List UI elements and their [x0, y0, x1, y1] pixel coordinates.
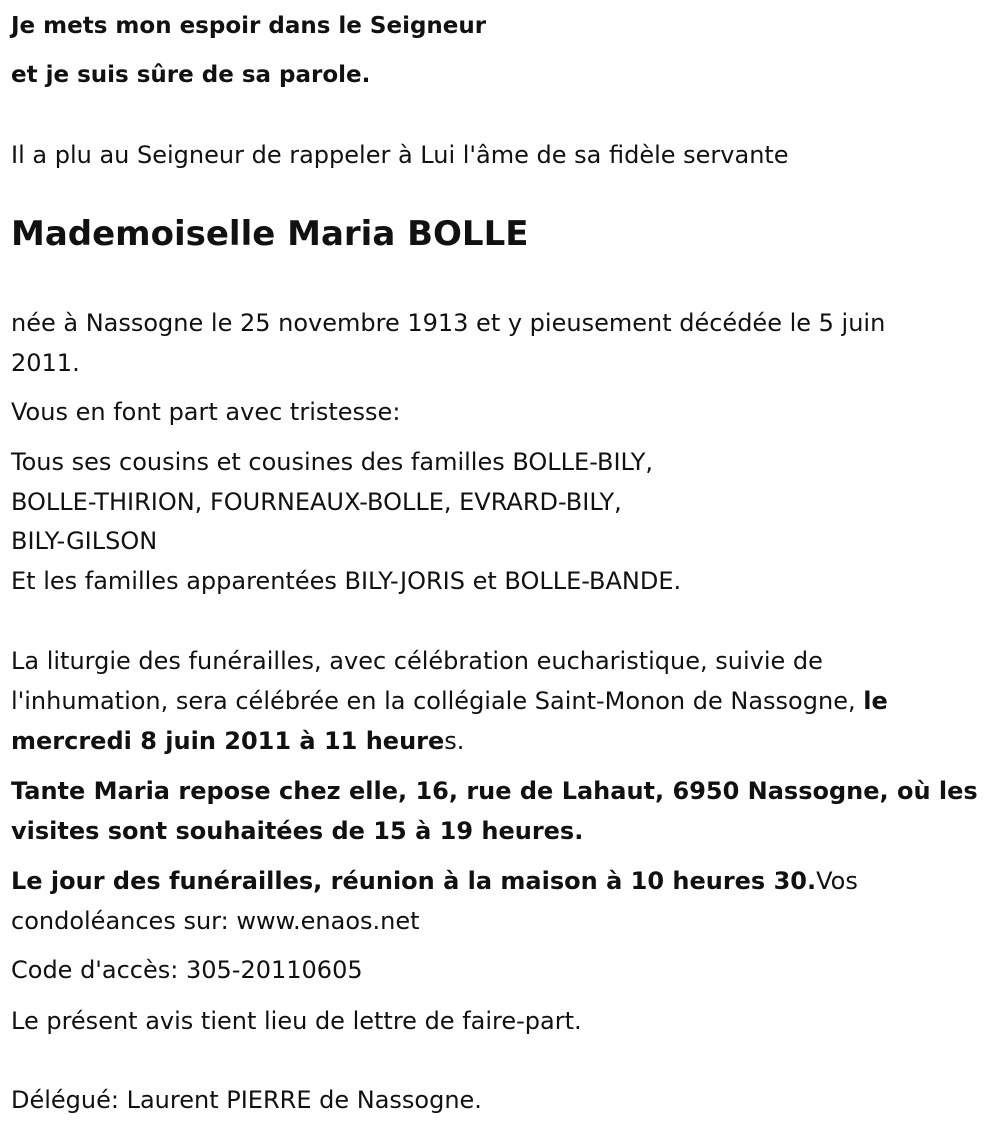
condolences-line: condoléances sur: www.enaos.net — [11, 907, 420, 935]
epigraph-line-2: et je suis sûre de sa parole. — [11, 62, 371, 88]
liturgy-date-bold: mercredi 8 juin 2011 à 11 heure — [11, 727, 445, 755]
announcers-intro: Vous en font part avec tristesse: — [11, 398, 401, 426]
liturgy-line-3-regular: s. — [444, 727, 465, 755]
visits-line-1: Tante Maria repose chez elle, 16, rue de Lahaut, 6950 Nassogne, où les — [11, 777, 978, 805]
liturgy-line-1: La liturgie des funérailles, avec célébration eucharistique, suivie de — [11, 647, 823, 675]
meeting-regular: Vos — [816, 867, 858, 895]
liturgy-line-2-regular: l'inhumation, sera célébrée en la collégiale Saint-Monon de Nassogne, — [11, 687, 864, 715]
families-line-4: Et les familles apparentées BILY-JORIS et BOLLE-BANDE. — [11, 567, 682, 595]
birth-line-1: née à Nassogne le 25 novembre 1913 et y pieusement décédée le 5 juin — [11, 309, 886, 337]
liturgy-line-2-bold: le — [863, 687, 888, 715]
access-code: Code d'accès: 305-20110605 — [11, 956, 363, 984]
intro-text: Il a plu au Seigneur de rappeler à Lui l'âme de sa fidèle servante — [11, 141, 789, 169]
visits-line-2: visites sont souhaitées de 15 à 19 heures. — [11, 817, 584, 845]
deceased-name: Mademoiselle Maria BOLLE — [11, 214, 529, 254]
meeting-bold: Le jour des funérailles, réunion à la maison à 10 heures 30. — [11, 867, 817, 895]
families-line-1: Tous ses cousins et cousines des familles BOLLE-BILY, — [11, 448, 654, 476]
epigraph-line-1: Je mets mon espoir dans le Seigneur — [11, 13, 487, 39]
delegate-text: Délégué: Laurent PIERRE de Nassogne. — [11, 1086, 482, 1114]
notice-text: Le présent avis tient lieu de lettre de faire-part. — [11, 1007, 582, 1035]
families-line-2: BOLLE-THIRION, FOURNEAUX-BOLLE, EVRARD-BILY, — [11, 488, 622, 516]
liturgy-line-2 — [11, 686, 888, 716]
birth-line-2: 2011. — [11, 349, 80, 377]
meeting-line-1 — [11, 866, 858, 896]
liturgy-line-3 — [11, 726, 464, 756]
families-line-3: BILY-GILSON — [11, 527, 158, 555]
